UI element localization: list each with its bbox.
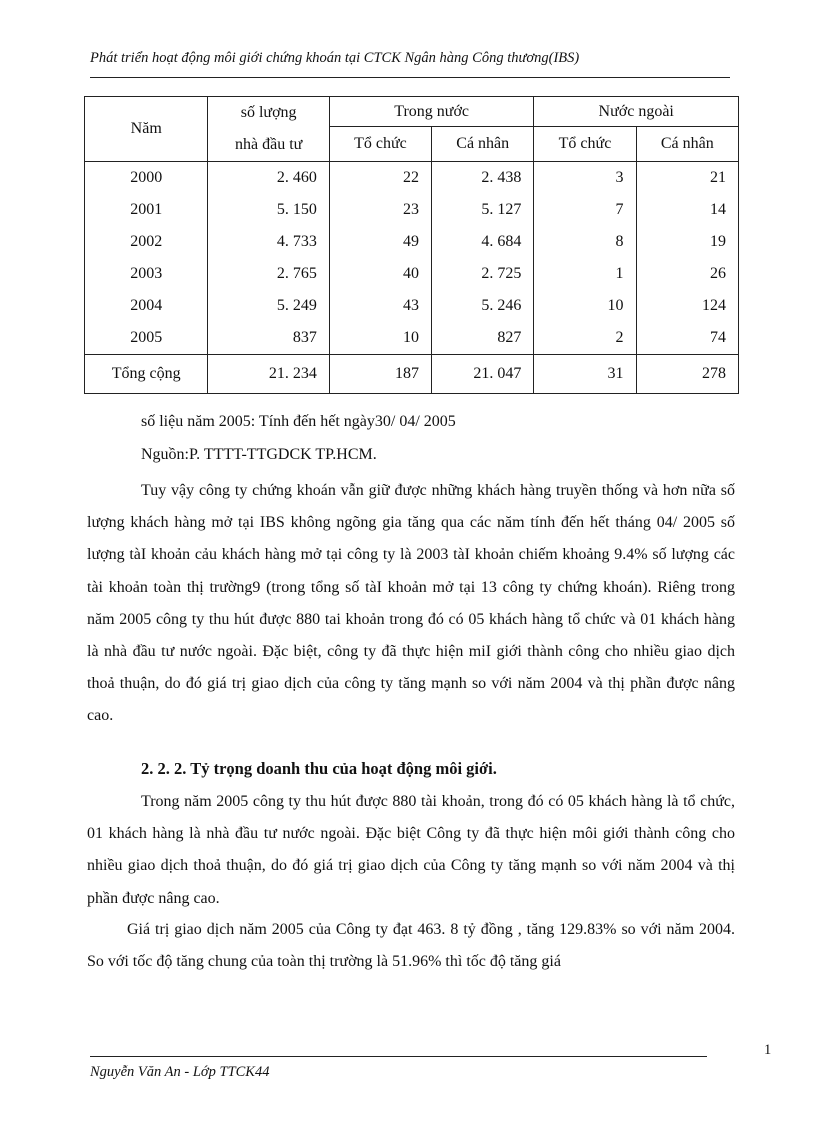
page-number: 1 xyxy=(764,1042,772,1058)
body-paragraph-3: Giá trị giao dịch năm 2005 của Công ty đạt 463. 8 tỷ đồng , tăng 129.83% so với năm 2004. So với tốc độ tăng chung của toàn thị trường là 51.96% thì tốc độ tăng giá xyxy=(87,921,735,971)
body-paragraph-2: Trong năm 2005 công ty thu hút được 880 tài khoản, trong đó có 05 khách hàng là tổ chức, 01 khách hàng là nhà đầu tư nước ngoài. Đặc biệt Công ty đã thực hiện môi giới thành công cho nhiều giao dịch thoả thuận, do đó giá trị giao dịch của Công ty tăng mạnh so với năm 2004 và thị phần được nâng cao. xyxy=(87,793,735,907)
table-row xyxy=(85,194,739,226)
cell-foreign-org: 2 xyxy=(534,322,636,355)
cell-total: 5. 249 xyxy=(208,290,329,322)
cell-domestic-org: 23 xyxy=(329,194,431,226)
cell-year: 2004 xyxy=(85,290,208,322)
table-row xyxy=(85,226,739,258)
cell-domestic-org: 22 xyxy=(329,162,431,195)
body-paragraph-1: Tuy vậy công ty chứng khoán vẫn giữ được những khách hàng truyền thống và hơn nữa số lượng khách hàng mở tại IBS không ngõng gia tăng qua các năm tính đến hết tháng 04/ 2005 số lượng tàI khoản cảu khách hàng mở tại công ty là 2003 tàI khoản chiếm khoảng 9.4% số lượng các tài khoản toàn thị trường9 (trong tổng số tàI khoản mở tại 13 công ty chứng khoán). Riêng trong năm 2005 công ty thu hút được 880 tai khoản trong đó có 05 khách hàng tổ chức và 01 khách hàng là nhà đầu tư nước ngoài. Đặc biệt, công ty đã thực hiện miI giới thành công cho nhiều giao dịch thoả thuận, do đó giá trị giao dịch của công ty tăng mạnh so với năm 2004 và thị phần được nâng cao. xyxy=(87,482,735,725)
cell-domestic-org: 49 xyxy=(329,226,431,258)
cell-total: 2. 460 xyxy=(208,162,329,195)
cell-total: 5. 150 xyxy=(208,194,329,226)
col-header-domestic: Trong nước xyxy=(329,97,534,127)
cell-total-label: Tổng cộng xyxy=(85,355,208,394)
cell-year: 2001 xyxy=(85,194,208,226)
cell-domestic-indiv: 5. 127 xyxy=(432,194,534,226)
cell-domestic-indiv: 827 xyxy=(432,322,534,355)
cell-foreign-indiv: 278 xyxy=(636,355,738,394)
cell-total: 21. 234 xyxy=(208,355,329,394)
table-total-row xyxy=(85,355,739,394)
cell-domestic-indiv: 2. 438 xyxy=(432,162,534,195)
cell-domestic-org: 40 xyxy=(329,258,431,290)
cell-total: 837 xyxy=(208,322,329,355)
cell-foreign-indiv: 26 xyxy=(636,258,738,290)
col-header-investors xyxy=(208,97,329,162)
table-row xyxy=(85,322,739,355)
cell-domestic-indiv: 5. 246 xyxy=(432,290,534,322)
col-header-foreign-indiv: Cá nhân xyxy=(636,127,738,162)
col-header-foreign-org: Tổ chức xyxy=(534,127,636,162)
cell-domestic-indiv: 21. 047 xyxy=(432,355,534,394)
source-note: Nguồn:P. TTTT-TTGDCK TP.HCM. xyxy=(141,446,377,463)
cell-foreign-indiv: 21 xyxy=(636,162,738,195)
col-header-domestic-indiv: Cá nhân xyxy=(432,127,534,162)
cell-domestic-indiv: 4. 684 xyxy=(432,226,534,258)
cell-foreign-indiv: 124 xyxy=(636,290,738,322)
cell-foreign-indiv: 14 xyxy=(636,194,738,226)
cell-domestic-org: 43 xyxy=(329,290,431,322)
cell-year: 2000 xyxy=(85,162,208,195)
running-footer: Nguyễn Văn An - Lớp TTCK44 xyxy=(90,1064,270,1080)
cell-year: 2002 xyxy=(85,226,208,258)
cell-domestic-indiv: 2. 725 xyxy=(432,258,534,290)
footer-divider xyxy=(90,1056,707,1057)
cell-foreign-org: 7 xyxy=(534,194,636,226)
col-header-investors-line1: số lượng xyxy=(240,104,297,121)
col-header-investors-line2: nhà đầu tư xyxy=(235,136,303,153)
cell-total: 2. 765 xyxy=(208,258,329,290)
header-divider xyxy=(90,77,730,78)
table-row xyxy=(85,162,739,195)
cell-year: 2005 xyxy=(85,322,208,355)
col-header-domestic-org: Tổ chức xyxy=(329,127,431,162)
cell-foreign-indiv: 74 xyxy=(636,322,738,355)
investor-statistics-table xyxy=(84,96,739,394)
cell-total: 4. 733 xyxy=(208,226,329,258)
cell-foreign-org: 31 xyxy=(534,355,636,394)
table-row xyxy=(85,290,739,322)
running-header: Phát triển hoạt động môi giới chứng khoán tại CTCK Ngân hàng Công thương(IBS) xyxy=(90,50,580,66)
cell-domestic-org: 187 xyxy=(329,355,431,394)
data-note: số liệu năm 2005: Tính đến hết ngày30/ 04/ 2005 xyxy=(141,413,456,430)
col-header-year: Năm xyxy=(85,97,208,162)
section-heading: 2. 2. 2. Tỷ trọng doanh thu của hoạt động môi giới. xyxy=(141,759,497,778)
col-header-foreign: Nước ngoài xyxy=(534,97,739,127)
cell-foreign-org: 1 xyxy=(534,258,636,290)
cell-foreign-org: 8 xyxy=(534,226,636,258)
table-row xyxy=(85,258,739,290)
cell-domestic-org: 10 xyxy=(329,322,431,355)
cell-foreign-org: 3 xyxy=(534,162,636,195)
cell-year: 2003 xyxy=(85,258,208,290)
cell-foreign-org: 10 xyxy=(534,290,636,322)
cell-foreign-indiv: 19 xyxy=(636,226,738,258)
